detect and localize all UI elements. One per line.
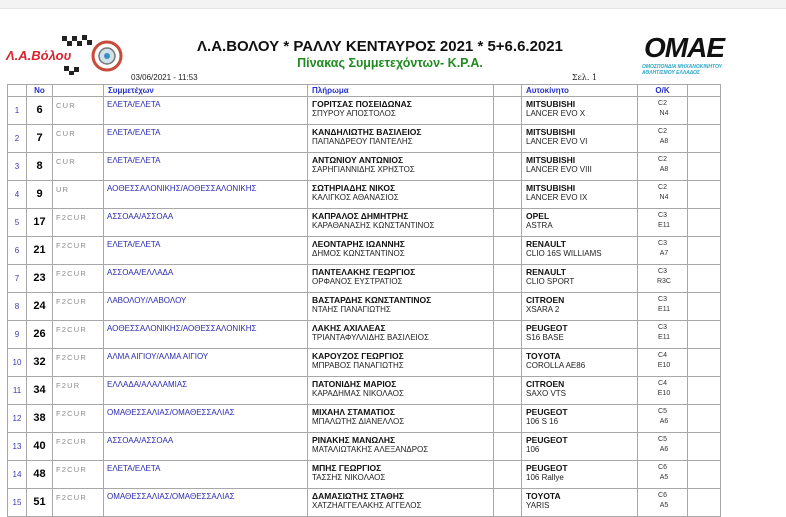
blank-cell xyxy=(688,125,721,153)
crew-cell xyxy=(308,237,494,265)
entrant-club: ΑΣΣΟΑΑ/ΕΛΛΑΔΑ xyxy=(104,265,308,293)
car-number: 8 xyxy=(27,153,53,181)
driver-name: ΔΑΜΑΣΙΩΤΗΣ ΣΤΑΘΗΣ xyxy=(312,491,404,501)
class-cell xyxy=(638,125,688,153)
class-cell xyxy=(638,349,688,377)
car-cell xyxy=(522,181,638,209)
division-code: C5 xyxy=(658,436,667,443)
blank-cell xyxy=(688,97,721,125)
group-code: A5 xyxy=(659,474,669,481)
group-code: E10 xyxy=(657,390,671,397)
category-codes: F2CUR xyxy=(53,293,104,321)
car-model: LANCER EVO X xyxy=(526,109,586,118)
category-codes: F2CUR xyxy=(53,321,104,349)
car-number: 9 xyxy=(27,181,53,209)
blank-cell xyxy=(688,153,721,181)
car-cell xyxy=(522,209,638,237)
header-crew: Πλήρωμα xyxy=(308,85,494,97)
division-code: C4 xyxy=(658,380,667,387)
header-car: Αυτοκίνητο xyxy=(522,85,638,97)
blank-cell xyxy=(494,265,522,293)
car-model: CLIO 16S WILLIAMS xyxy=(526,249,602,258)
division-code: C3 xyxy=(658,212,667,219)
header-blank xyxy=(494,85,522,97)
car-cell xyxy=(522,489,638,517)
codriver-name: ΜΑΤΑΛΙΩΤΑΚΗΣ ΑΛΕΞΑΝΔΡΟΣ xyxy=(312,445,429,454)
car-model: LANCER EVO VI xyxy=(526,137,588,146)
codriver-name: ΣΠΥΡΟΥ ΑΠΟΣΤΟΛΟΣ xyxy=(312,109,396,118)
car-model: XSARA 2 xyxy=(526,305,560,314)
blank-cell xyxy=(688,461,721,489)
row-index: 10 xyxy=(8,349,27,377)
header-blank xyxy=(53,85,104,97)
blank-cell xyxy=(688,321,721,349)
group-code: A8 xyxy=(659,138,669,145)
codriver-name: ΝΤΑΗΣ ΠΑΝΑΓΙΩΤΗΣ xyxy=(312,305,391,314)
class-cell xyxy=(638,321,688,349)
table-row xyxy=(8,125,721,153)
car-model: COROLLA AE86 xyxy=(526,361,586,370)
blank-cell xyxy=(688,377,721,405)
entrant-club: ΕΛΕΤΑ/ΕΛΕΤΑ xyxy=(104,237,308,265)
driver-name: ΚΑΡΟΥΖΟΣ ΓΕΩΡΓΙΟΣ xyxy=(312,351,404,361)
car-number: 40 xyxy=(27,433,53,461)
car-make: PEUGEOT xyxy=(526,435,568,445)
table-row xyxy=(8,377,721,405)
car-model: S16 BASE xyxy=(526,333,564,342)
division-code: C3 xyxy=(658,296,667,303)
omae-logo-subtext: ΟΜΟΣΠΟΝΔΙΑ ΜΗΧΑΝΟΚΙΝΗΤΟΥ ΑΘΛΗΤΙΣΜΟΥ ΕΛΛΑΔΟΣ xyxy=(642,64,722,76)
blank-cell xyxy=(688,433,721,461)
blank-cell xyxy=(494,209,522,237)
codriver-name: ΜΠΑΛΩΤΗΣ ΔΙΑΝΕΛΛΟΣ xyxy=(312,417,405,426)
entrant-club: ΑΟΘΕΣΣΑΛΟΝΙΚΗΣ/ΑΟΘΕΣΣΑΛΟΝΙΚΗΣ xyxy=(104,181,308,209)
crew-cell xyxy=(308,321,494,349)
car-cell xyxy=(522,265,638,293)
car-cell xyxy=(522,433,638,461)
row-index: 5 xyxy=(8,209,27,237)
driver-name: ΣΩΤΗΡΙΑΔΗΣ ΝΙΚΟΣ xyxy=(312,183,396,193)
car-make: MITSUBISHI xyxy=(526,127,576,137)
car-make: MITSUBISHI xyxy=(526,155,576,165)
club-logo-text: Λ.Α.Βόλου xyxy=(6,48,72,63)
print-datetime: 03/06/2021 - 11:53 xyxy=(131,73,198,82)
category-codes: F2CUR xyxy=(53,489,104,517)
row-index: 6 xyxy=(8,237,27,265)
header-class: Ο/Κ xyxy=(638,85,688,97)
viewer-top-bar xyxy=(0,0,786,9)
blank-cell xyxy=(494,97,522,125)
codriver-name: ΤΡΙΑΝΤΑΦΥΛΛΙΔΗΣ ΒΑΣΙΛΕΙΟΣ xyxy=(312,333,429,342)
row-index: 7 xyxy=(8,265,27,293)
entrant-club: ΕΛΕΤΑ/ΕΛΕΤΑ xyxy=(104,461,308,489)
document-subtitle: Πίνακας Συμμετεχόντων- Κ.Ρ.Α. xyxy=(297,56,483,70)
row-index: 11 xyxy=(8,377,27,405)
car-number: 24 xyxy=(27,293,53,321)
group-code: E11 xyxy=(658,306,670,313)
row-index: 2 xyxy=(8,125,27,153)
class-cell xyxy=(638,405,688,433)
blank-cell xyxy=(494,405,522,433)
codriver-name: ΤΑΣΣΗΣ ΝΙΚΟΛΑΟΣ xyxy=(312,473,386,482)
class-cell xyxy=(638,293,688,321)
table-header-row xyxy=(8,85,721,97)
row-index: 13 xyxy=(8,433,27,461)
driver-name: ΜΙΧΑΗΛ ΣΤΑΜΑΤΙΟΣ xyxy=(312,407,395,417)
row-index: 14 xyxy=(8,461,27,489)
driver-name: ΑΝΤΩΝΙΟΥ ΑΝΤΩΝΙΟΣ xyxy=(312,155,404,165)
table-row xyxy=(8,153,721,181)
codriver-name: ΚΑΡΑΔΗΜΑΣ ΝΙΚΟΛΑΟΣ xyxy=(312,389,404,398)
table-row xyxy=(8,461,721,489)
car-model: 106 xyxy=(526,445,540,454)
car-model: ASTRA xyxy=(526,221,553,230)
codriver-name: ΚΑΛΙΓΚΟΣ ΑΘΑΝΑΣΙΟΣ xyxy=(312,193,399,202)
class-cell xyxy=(638,237,688,265)
car-cell xyxy=(522,377,638,405)
blank-cell xyxy=(688,265,721,293)
blank-cell xyxy=(494,489,522,517)
entrant-club: ΕΛΕΤΑ/ΕΛΕΤΑ xyxy=(104,153,308,181)
car-cell xyxy=(522,321,638,349)
table-row xyxy=(8,489,721,517)
car-number: 48 xyxy=(27,461,53,489)
codriver-name: ΠΑΠΑΝΔΡΕΟΥ ΠΑΝΤΕΛΗΣ xyxy=(312,137,413,146)
division-code: C3 xyxy=(658,268,667,275)
car-number: 51 xyxy=(27,489,53,517)
entry-list-table xyxy=(7,84,721,517)
car-model: 106 Rallye xyxy=(526,473,564,482)
table-row xyxy=(8,97,721,125)
car-cell xyxy=(522,97,638,125)
division-code: C4 xyxy=(658,352,667,359)
car-make: TOYOTA xyxy=(526,351,561,361)
blank-cell xyxy=(688,293,721,321)
class-cell xyxy=(638,209,688,237)
car-make: CITROEN xyxy=(526,379,565,389)
blank-cell xyxy=(494,153,522,181)
class-cell xyxy=(638,489,688,517)
codriver-name: ΔΗΜΟΣ ΚΩΝΣΤΑΝΤΙΝΟΣ xyxy=(312,249,405,258)
category-codes: F2CUR xyxy=(53,209,104,237)
blank-cell xyxy=(494,349,522,377)
blank-cell xyxy=(494,461,522,489)
omae-logo-text: OMAE xyxy=(644,32,724,63)
category-codes: CUR xyxy=(53,97,104,125)
car-make: TOYOTA xyxy=(526,491,561,501)
category-codes: F2UR xyxy=(53,377,104,405)
row-index: 3 xyxy=(8,153,27,181)
division-code: C2 xyxy=(658,156,667,163)
crew-cell xyxy=(308,377,494,405)
class-cell xyxy=(638,153,688,181)
entrant-club: ΟΜΑΘΕΣΣΑΛΙΑΣ/ΟΜΑΘΕΣΣΑΛΙΑΣ xyxy=(104,489,308,517)
car-model: CLIO SPORT xyxy=(526,277,575,286)
class-cell xyxy=(638,265,688,293)
crew-cell xyxy=(308,461,494,489)
table-row xyxy=(8,265,721,293)
row-index: 1 xyxy=(8,97,27,125)
car-model: LANCER EVO VIII xyxy=(526,165,592,174)
class-cell xyxy=(638,433,688,461)
entrant-club: ΕΛΕΤΑ/ΕΛΕΤΑ xyxy=(104,125,308,153)
division-code: C3 xyxy=(658,324,667,331)
car-number: 21 xyxy=(27,237,53,265)
codriver-name: ΚΑΡΑΘΑΝΑΣΗΣ ΚΩΝΣΤΑΝΤΙΝΟΣ xyxy=(312,221,435,230)
class-cell xyxy=(638,181,688,209)
entrant-club: ΑΛΜΑ ΑΙΓΙΟΥ/ΑΛΜΑ ΑΙΓΙΟΥ xyxy=(104,349,308,377)
row-index: 8 xyxy=(8,293,27,321)
blank-cell xyxy=(494,321,522,349)
car-cell xyxy=(522,349,638,377)
group-code: A5 xyxy=(659,502,669,509)
car-cell xyxy=(522,293,638,321)
crew-cell xyxy=(308,405,494,433)
car-number: 6 xyxy=(27,97,53,125)
entrant-club: ΕΛΛΑΔΑ/ΑΛΑΛΑΜΙΑΣ xyxy=(104,377,308,405)
header-blank xyxy=(8,85,27,97)
category-codes: F2CUR xyxy=(53,265,104,293)
crew-cell xyxy=(308,97,494,125)
car-make: CITROEN xyxy=(526,295,565,305)
car-number: 34 xyxy=(27,377,53,405)
header-no: No xyxy=(27,85,53,97)
division-code: C3 xyxy=(658,240,667,247)
entrant-club: ΛΑΒΟΛΟΥ/ΛΑΒΟΛΟΥ xyxy=(104,293,308,321)
group-code: E11 xyxy=(658,334,670,341)
entrant-club: ΟΜΑΘΕΣΣΑΛΙΑΣ/ΟΜΑΘΕΣΣΑΛΙΑΣ xyxy=(104,405,308,433)
entrant-club: ΕΛΕΤΑ/ΕΛΕΤΑ xyxy=(104,97,308,125)
crew-cell xyxy=(308,489,494,517)
driver-name: ΡΙΝΑΚΗΣ ΜΑΝΩΛΗΣ xyxy=(312,435,396,445)
table-row xyxy=(8,349,721,377)
car-number: 38 xyxy=(27,405,53,433)
header-entrant: Συμμετέχων xyxy=(104,85,308,97)
entrant-club: ΑΣΣΟΑΑ/ΑΣΣΟΑΑ xyxy=(104,209,308,237)
group-code: N4 xyxy=(659,194,669,201)
car-make: PEUGEOT xyxy=(526,407,568,417)
header-blank xyxy=(688,85,721,97)
category-codes: F2CUR xyxy=(53,461,104,489)
crew-cell xyxy=(308,181,494,209)
driver-name: ΛΑΚΗΣ ΑΧΙΛΛΕΑΣ xyxy=(312,323,386,333)
blank-cell xyxy=(494,377,522,405)
table-row xyxy=(8,209,721,237)
codriver-name: ΣΑΡΗΓΙΑΝΝΙΔΗΣ ΧΡΗΣΤΟΣ xyxy=(312,165,415,174)
blank-cell xyxy=(688,237,721,265)
entrant-club: ΑΣΣΟΑΑ/ΑΣΣΟΑΑ xyxy=(104,433,308,461)
table-row xyxy=(8,433,721,461)
car-cell xyxy=(522,405,638,433)
car-number: 17 xyxy=(27,209,53,237)
omae-logo xyxy=(640,34,724,78)
table-row xyxy=(8,321,721,349)
car-cell xyxy=(522,237,638,265)
division-code: C6 xyxy=(658,492,667,499)
group-code: A6 xyxy=(659,446,669,453)
driver-name: ΛΕΟΝΤΑΡΗΣ ΙΩΑΝΝΗΣ xyxy=(312,239,405,249)
codriver-name: ΧΑΤΖΗΑΓΓΕΛΑΚΗΣ ΑΓΓΕΛΟΣ xyxy=(312,501,422,510)
division-code: C2 xyxy=(658,128,667,135)
car-number: 26 xyxy=(27,321,53,349)
table-row xyxy=(8,293,721,321)
car-make: PEUGEOT xyxy=(526,463,568,473)
category-codes: F2CUR xyxy=(53,237,104,265)
crew-cell xyxy=(308,433,494,461)
blank-cell xyxy=(494,433,522,461)
crew-cell xyxy=(308,153,494,181)
row-index: 9 xyxy=(8,321,27,349)
group-code: R3C xyxy=(656,278,671,285)
category-codes: CUR xyxy=(53,125,104,153)
driver-name: ΓΟΡΙΤΣΑΣ ΠΟΣΕΙΔΩΝΑΣ xyxy=(312,99,412,109)
car-make: MITSUBISHI xyxy=(526,183,576,193)
codriver-name: ΜΠΡΑΒΟΣ ΠΑΝΑΓΙΩΤΗΣ xyxy=(312,361,404,370)
page-number: Σελ. 1 xyxy=(572,73,598,82)
division-code: C2 xyxy=(658,184,667,191)
blank-cell xyxy=(494,181,522,209)
crew-cell xyxy=(308,125,494,153)
group-code: N4 xyxy=(659,110,669,117)
group-code: A7 xyxy=(659,250,669,257)
class-cell xyxy=(638,377,688,405)
car-make: RENAULT xyxy=(526,239,566,249)
entrant-club: ΑΟΘΕΣΣΑΛΟΝΙΚΗΣ/ΑΟΘΕΣΣΑΛΟΝΙΚΗΣ xyxy=(104,321,308,349)
class-cell xyxy=(638,97,688,125)
car-number: 23 xyxy=(27,265,53,293)
car-cell xyxy=(522,125,638,153)
crew-cell xyxy=(308,349,494,377)
car-make: OPEL xyxy=(526,211,550,221)
table-row xyxy=(8,237,721,265)
car-make: RENAULT xyxy=(526,267,566,277)
category-codes: F2CUR xyxy=(53,405,104,433)
class-cell xyxy=(638,461,688,489)
category-codes: CUR xyxy=(53,153,104,181)
row-index: 4 xyxy=(8,181,27,209)
car-cell xyxy=(522,461,638,489)
driver-name: ΚΑΝΔΗΛΙΩΤΗΣ ΒΑΣΙΛΕΙΟΣ xyxy=(312,127,422,137)
division-code: C5 xyxy=(658,408,667,415)
car-model: LANCER EVO IX xyxy=(526,193,588,202)
driver-name: ΒΑΣΤΑΡΔΗΣ ΚΩΝΣΤΑΝΤΙΝΟΣ xyxy=(312,295,432,305)
category-codes: F2CUR xyxy=(53,349,104,377)
blank-cell xyxy=(688,181,721,209)
car-number: 32 xyxy=(27,349,53,377)
driver-name: ΠΑΤΟΝΙΔΗΣ ΜΑΡΙΟΣ xyxy=(312,379,397,389)
category-codes: UR xyxy=(53,181,104,209)
car-make: PEUGEOT xyxy=(526,323,568,333)
group-code: E11 xyxy=(658,222,670,229)
car-cell xyxy=(522,153,638,181)
blank-cell xyxy=(688,489,721,517)
car-model: 106 S 16 xyxy=(526,417,559,426)
crew-cell xyxy=(308,293,494,321)
crew-cell xyxy=(308,265,494,293)
car-make: MITSUBISHI xyxy=(526,99,576,109)
blank-cell xyxy=(494,125,522,153)
group-code: A6 xyxy=(659,418,669,425)
document-title: Λ.Α.ΒΟΛΟΥ * ΡΑΛΛΥ ΚΕΝΤΑΥΡΟΣ 2021 * 5+6.6.2021 xyxy=(197,38,563,55)
row-index: 15 xyxy=(8,489,27,517)
crew-cell xyxy=(308,209,494,237)
group-code: A8 xyxy=(659,166,669,173)
driver-name: ΚΑΠΡΑΛΟΣ ΔΗΜΗΤΡΗΣ xyxy=(312,211,409,221)
row-index: 12 xyxy=(8,405,27,433)
car-model: YARIS xyxy=(526,501,550,510)
car-number: 7 xyxy=(27,125,53,153)
table-row xyxy=(8,405,721,433)
blank-cell xyxy=(494,293,522,321)
codriver-name: ΟΡΦΑΝΟΣ ΕΥΣΤΡΑΤΙΟΣ xyxy=(312,277,403,286)
blank-cell xyxy=(688,349,721,377)
blank-cell xyxy=(688,405,721,433)
table-row xyxy=(8,181,721,209)
driver-name: ΜΠΗΣ ΓΕΩΡΓΙΟΣ xyxy=(312,463,382,473)
group-code: E10 xyxy=(657,362,671,369)
division-code: C6 xyxy=(658,464,667,471)
car-model: SAXO VTS xyxy=(526,389,567,398)
blank-cell xyxy=(688,209,721,237)
category-codes: F2CUR xyxy=(53,433,104,461)
division-code: C2 xyxy=(658,100,667,107)
club-logo xyxy=(6,34,126,76)
driver-name: ΠΑΝΤΕΛΑΚΗΣ ΓΕΩΡΓΙΟΣ xyxy=(312,267,416,277)
blank-cell xyxy=(494,237,522,265)
